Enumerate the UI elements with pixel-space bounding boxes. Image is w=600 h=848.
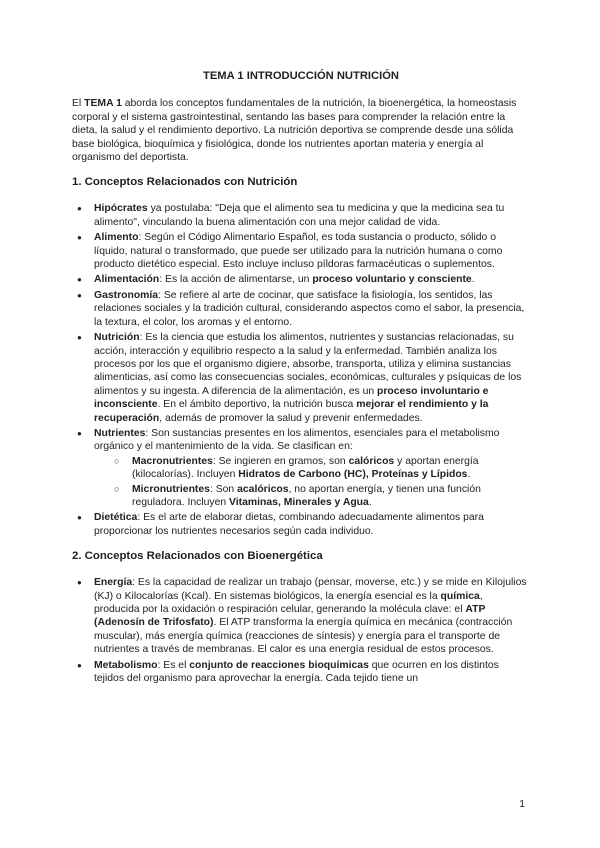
term: Nutrientes [94,427,146,439]
definition: ya postulaba: "Deja que el alimento sea tu medicina y que la medicina sea tu alimento", vinculando la buena alimentación con una mejor calidad de vida. [94,203,505,228]
list-item-alimentacion [72,273,530,286]
term: Alimento [94,232,139,244]
definition: : Es la acción de alimentarse, un [159,274,313,286]
definition: . [467,469,471,481]
emphasis: calóricos [348,455,395,467]
intro-text: aborda los conceptos fundamentales de la nutrición, la bioenergética, la homeostasis corporal y el sistema gastrointestinal, sentando las bases para comprender la relación entre la dieta, la salud y el rendimiento deportivo. La nutrición deportiva se comprende desde una sólida base biológica, bioquímica y fisiológica, donde los nutrientes aportan materia y energía al organismo del deportista. [72,98,517,164]
list-item-alimento [72,231,530,271]
definition: : Son sustancias presentes en los alimentos, esenciales para el metabolismo orgánico y el mantenimiento de la vida. Se clasifican en: [94,427,500,453]
emphasis: proceso voluntario y consciente [312,274,472,286]
definition: . En el ámbito deportivo, la nutrición busca [157,399,357,411]
emphasis: ATP (Adenosín de Trifosfato) [94,604,486,629]
intro-paragraph [72,97,530,164]
section-heading-bioenergetics: 2. Conceptos Relacionados con Bioenergética [72,550,323,563]
definition: : Es la ciencia que estudia los alimentos, nutrientes y sustancias relacionadas, su acción, interacción y equilibrio respecto a la salud y la enfermedad. También analiza los procesos por los que el organismo digiere, absorbe, transporta, utiliza y elimina sustancias alimenticias, así como las consecuencias sociales, económicas, culturales y psíquicas de los alimentos y su ingesta. A diferencia de la alimentación, es un [94,332,522,397]
definition: , además de promover la salud y prevenir enfermedades. [159,412,423,424]
term: Gastronomía [94,289,159,301]
term: Macronutrientes [132,455,213,467]
definition: : Es el [157,659,190,671]
definition: . [368,496,372,508]
nutrition-concepts-list [72,202,530,538]
term: Dietética [94,512,138,524]
definition: . [471,274,475,286]
term: Metabolismo [94,659,158,671]
emphasis: Hidratos de Carbono (HC), Proteínas y Lípidos [238,469,468,481]
list-item-hipocrates [72,202,530,229]
list-item-metabolismo [72,659,530,686]
definition: : Según el Código Alimentario Español, es toda sustancia o producto, sólido o líquido, natural o transformado, que puede ser utilizado para la nutrición humana o como producto dietético especial. Esto incluye incluso píldoras farmacéuticas o suplementos. [94,232,503,271]
intro-text: El [72,98,85,110]
emphasis: Vitaminas, Minerales y Agua [229,496,369,508]
document-title: TEMA 1 INTRODUCCIÓN NUTRICIÓN [203,70,399,82]
emphasis: mejorar el rendimiento y la recuperación [94,399,489,424]
emphasis: conjunto de reacciones bioquímicas [189,659,369,671]
definition: : Es la capacidad de realizar un trabajo (pensar, moverse, etc.) y se mide en Kilojulios (KJ) o Kilocalorías (Kcal). En sistemas biológicos, la energía esencial es la [94,577,527,602]
term: Hipócrates [94,203,148,215]
definition: . El ATP transforma la energía química en mecánica (contracción muscular), más energía química (reacciones de síntesis) y energía para el transporte de nutrientes a través de membranas. El calor es una energía residual de estos procesos. [94,617,513,656]
bioenergetics-concepts-list [72,576,530,685]
term: Alimentación [94,274,160,286]
definition: : Son [209,483,238,495]
term: Energía [94,577,133,589]
list-item-nutrientes [72,427,530,509]
emphasis: proceso involuntario e inconsciente [94,385,489,411]
intro-bold: TEMA 1 [84,98,122,110]
definition: : Se refiere al arte de cocinar, que satisface la fisiología, los sentidos, las relaciones sociales y la tradición cultural, considerando aspectos como el sabor, la presencia, la textura, el color, los aromas y el entorno. [94,289,525,328]
document-page [72,70,530,697]
definition: que ocurren en los distintos tejidos del organismo para aprovechar la energía. Cada tejido tiene un [94,659,499,685]
section-heading-nutrition: 1. Conceptos Relacionados con Nutrición [72,176,298,189]
emphasis: química [440,590,480,602]
list-item-dietetica [72,511,530,538]
term: Micronutrientes [132,483,210,495]
term: Nutrición [94,332,140,344]
page-number: 1 [519,799,525,810]
list-item-energia [72,576,530,656]
definition: y aportan energía (kilocalorías). Incluyen [132,455,479,481]
emphasis: acalóricos [237,483,289,495]
definition: : Se ingieren en gramos, son [212,455,349,467]
list-item-macronutrientes [94,455,530,482]
definition: , no aportan energía, y tienen una función reguladora. Incluyen [132,483,481,508]
list-item-gastronomia [72,289,530,329]
definition: : Es el arte de elaborar dietas, combinando adecuadamente alimentos para proporcionar los nutrientes necesarios según cada individuo. [94,512,484,537]
nutrient-types-list [94,455,530,510]
definition: , producida por la oxidación o respiración celular, generando la molécula clave: el [94,590,483,615]
list-item-nutricion [72,331,530,425]
list-item-micronutrientes [94,483,530,510]
